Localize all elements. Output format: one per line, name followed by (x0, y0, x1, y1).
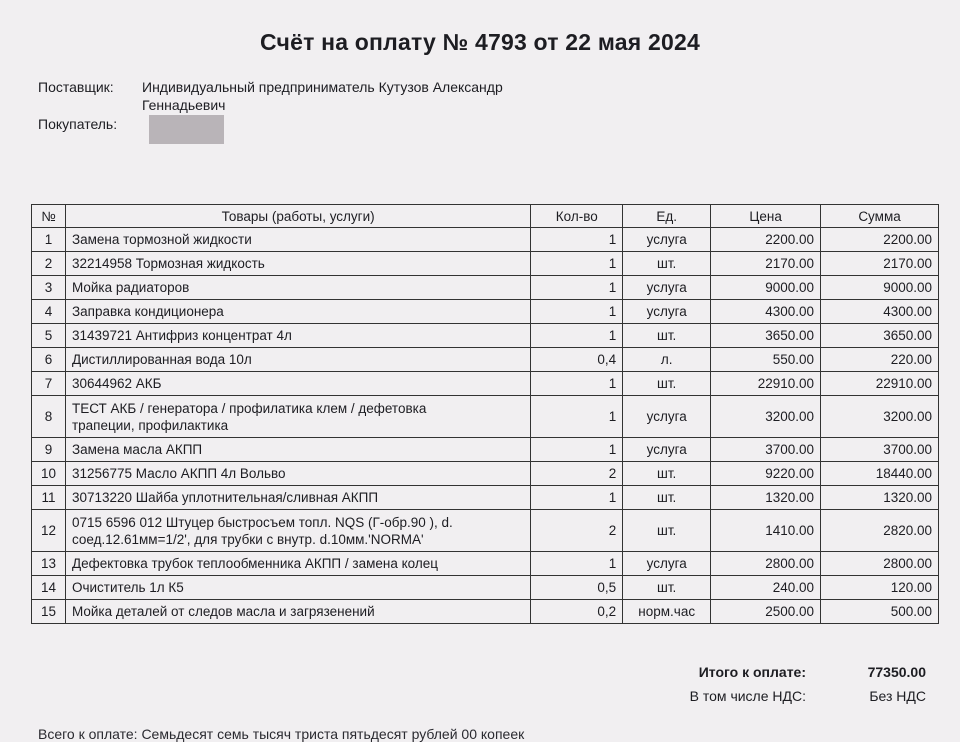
row-sum: 220.00 (821, 348, 939, 372)
row-sum: 2200.00 (821, 228, 939, 252)
row-qty: 2 (531, 510, 623, 552)
row-number: 5 (32, 324, 66, 348)
row-item-name-line: Замена масла АКПП (71, 442, 203, 457)
row-item-name-line: Дистиллированная вода 10л (71, 352, 252, 367)
row-item-name (65, 228, 530, 252)
row-item-name (65, 372, 530, 396)
total-value: 77350.00 (867, 664, 926, 680)
row-qty: 0,2 (531, 600, 623, 624)
supplier-name-line1: Индивидуальный предприниматель Кутузов Александр (142, 79, 503, 95)
row-number: 11 (32, 486, 66, 510)
row-unit: услуга (623, 276, 711, 300)
totals-block (640, 664, 940, 712)
row-item-name (65, 348, 530, 372)
row-unit: шт. (623, 510, 711, 552)
row-sum: 2820.00 (821, 510, 939, 552)
row-item-name-line: Мойка радиаторов (71, 280, 190, 295)
row-number: 9 (32, 438, 66, 462)
col-header-items: Товары (работы, услуги) (65, 205, 530, 228)
row-item-name (65, 276, 530, 300)
row-number: 15 (32, 600, 66, 624)
row-price: 240.00 (711, 576, 821, 600)
row-number: 7 (32, 372, 66, 396)
row-price: 2500.00 (711, 600, 821, 624)
row-number: 13 (32, 552, 66, 576)
row-item-name-line: 31439721 Антифриз концентрат 4л (71, 328, 292, 343)
row-number: 2 (32, 252, 66, 276)
row-sum: 3650.00 (821, 324, 939, 348)
row-price: 2200.00 (711, 228, 821, 252)
row-sum: 500.00 (821, 600, 939, 624)
row-number: 1 (32, 228, 66, 252)
total-label: Итого к оплате: (698, 664, 806, 680)
row-qty: 2 (531, 462, 623, 486)
row-unit: шт. (623, 372, 711, 396)
row-unit: услуга (623, 300, 711, 324)
row-item-name-line: соед.12.61мм=1/2', для трубки с внутр. d.10мм.'NORMA' (71, 531, 424, 547)
row-item-name-line: Замена тормозной жидкости (71, 232, 252, 247)
row-price: 2170.00 (711, 252, 821, 276)
table-header-row (32, 205, 939, 228)
row-number: 4 (32, 300, 66, 324)
row-number: 6 (32, 348, 66, 372)
row-price: 550.00 (711, 348, 821, 372)
row-item-name (65, 552, 530, 576)
row-sum: 22910.00 (821, 372, 939, 396)
buyer-redacted (149, 115, 224, 144)
row-qty: 1 (531, 300, 623, 324)
amount-in-words: Всего к оплате: Семьдесят семь тысяч триста пятьдесят рублей 00 копеек (38, 726, 525, 742)
row-unit: шт. (623, 462, 711, 486)
row-item-name (65, 600, 530, 624)
row-item-name (65, 396, 530, 438)
row-item-name-line: Дефектовка трубок теплообменника АКПП / замена колец (71, 556, 438, 571)
row-item-name-line: 32214958 Тормозная жидкость (71, 256, 265, 271)
row-item-name-line: 30713220 Шайба уплотнительная/сливная АКПП (71, 490, 379, 505)
col-header-unit: Ед. (623, 205, 711, 228)
row-unit: услуга (623, 438, 711, 462)
row-number: 3 (32, 276, 66, 300)
supplier-name-line2: Геннадьевич (142, 97, 226, 113)
buyer-label: Покупатель: (38, 116, 118, 132)
items-table (31, 204, 939, 624)
row-unit: шт. (623, 486, 711, 510)
row-price: 3700.00 (711, 438, 821, 462)
table-row (32, 276, 939, 300)
col-header-price: Цена (711, 205, 821, 228)
row-sum: 18440.00 (821, 462, 939, 486)
row-number: 10 (32, 462, 66, 486)
table-row (32, 462, 939, 486)
row-item-name (65, 438, 530, 462)
row-unit: шт. (623, 324, 711, 348)
row-qty: 1 (531, 438, 623, 462)
col-header-number: № (32, 205, 66, 228)
row-unit: услуга (623, 552, 711, 576)
table-row (32, 372, 939, 396)
invoice-title: Счёт на оплату № 4793 от 22 мая 2024 (260, 29, 700, 55)
row-item-name-line: 0715 6596 012 Штуцер быстросъем топл. NQS (Г-обр.90 ), d. (71, 514, 453, 530)
row-item-name (65, 300, 530, 324)
row-sum: 1320.00 (821, 486, 939, 510)
row-number: 12 (32, 510, 66, 552)
row-qty: 0,4 (531, 348, 623, 372)
row-price: 3200.00 (711, 396, 821, 438)
row-sum: 2170.00 (821, 252, 939, 276)
row-sum: 9000.00 (821, 276, 939, 300)
table-row (32, 600, 939, 624)
row-item-name (65, 324, 530, 348)
row-sum: 120.00 (821, 576, 939, 600)
table-row (32, 552, 939, 576)
row-item-name (65, 576, 530, 600)
row-number: 14 (32, 576, 66, 600)
vat-label: В том числе НДС: (689, 688, 806, 704)
row-qty: 1 (531, 228, 623, 252)
row-unit: шт. (623, 576, 711, 600)
row-qty: 1 (531, 552, 623, 576)
row-item-name-line: ТЕСТ АКБ / генератора / профилатика клем / дефетовка (71, 400, 427, 416)
row-unit: шт. (623, 252, 711, 276)
row-qty: 1 (531, 486, 623, 510)
table-row (32, 324, 939, 348)
row-item-name-line: трапеции, профилактика (71, 417, 229, 433)
row-price: 9000.00 (711, 276, 821, 300)
col-header-qty: Кол-во (531, 205, 623, 228)
row-price: 2800.00 (711, 552, 821, 576)
table-row (32, 396, 939, 438)
row-qty: 0,5 (531, 576, 623, 600)
row-qty: 1 (531, 324, 623, 348)
table-row (32, 510, 939, 552)
row-price: 9220.00 (711, 462, 821, 486)
row-sum: 4300.00 (821, 300, 939, 324)
row-item-name (65, 462, 530, 486)
row-item-name (65, 252, 530, 276)
row-qty: 1 (531, 252, 623, 276)
table-row (32, 252, 939, 276)
row-unit: услуга (623, 228, 711, 252)
row-qty: 1 (531, 276, 623, 300)
table-row (32, 486, 939, 510)
table-row (32, 576, 939, 600)
row-sum: 3200.00 (821, 396, 939, 438)
table-row (32, 348, 939, 372)
col-header-sum: Сумма (821, 205, 939, 228)
row-sum: 2800.00 (821, 552, 939, 576)
row-price: 1320.00 (711, 486, 821, 510)
row-item-name (65, 486, 530, 510)
row-price: 3650.00 (711, 324, 821, 348)
row-unit: норм.час (623, 600, 711, 624)
vat-value: Без НДС (869, 688, 926, 704)
row-item-name (65, 510, 530, 552)
table-body (32, 228, 939, 624)
row-price: 4300.00 (711, 300, 821, 324)
row-unit: услуга (623, 396, 711, 438)
supplier-name (142, 78, 562, 114)
row-qty: 1 (531, 396, 623, 438)
row-price: 22910.00 (711, 372, 821, 396)
row-number: 8 (32, 396, 66, 438)
row-price: 1410.00 (711, 510, 821, 552)
row-item-name-line: Очиститель 1л К5 (71, 580, 184, 595)
row-item-name-line: 31256775 Масло АКПП 4л Вольво (71, 466, 286, 481)
row-item-name-line: Заправка кондиционера (71, 304, 224, 319)
table-row (32, 300, 939, 324)
table-row (32, 228, 939, 252)
row-item-name-line: 30644962 АКБ (71, 376, 162, 391)
supplier-label: Поставщик: (38, 79, 114, 95)
row-sum: 3700.00 (821, 438, 939, 462)
row-item-name-line: Мойка деталей от следов масла и загрязенений (71, 604, 375, 619)
table-row (32, 438, 939, 462)
row-unit: л. (623, 348, 711, 372)
row-qty: 1 (531, 372, 623, 396)
